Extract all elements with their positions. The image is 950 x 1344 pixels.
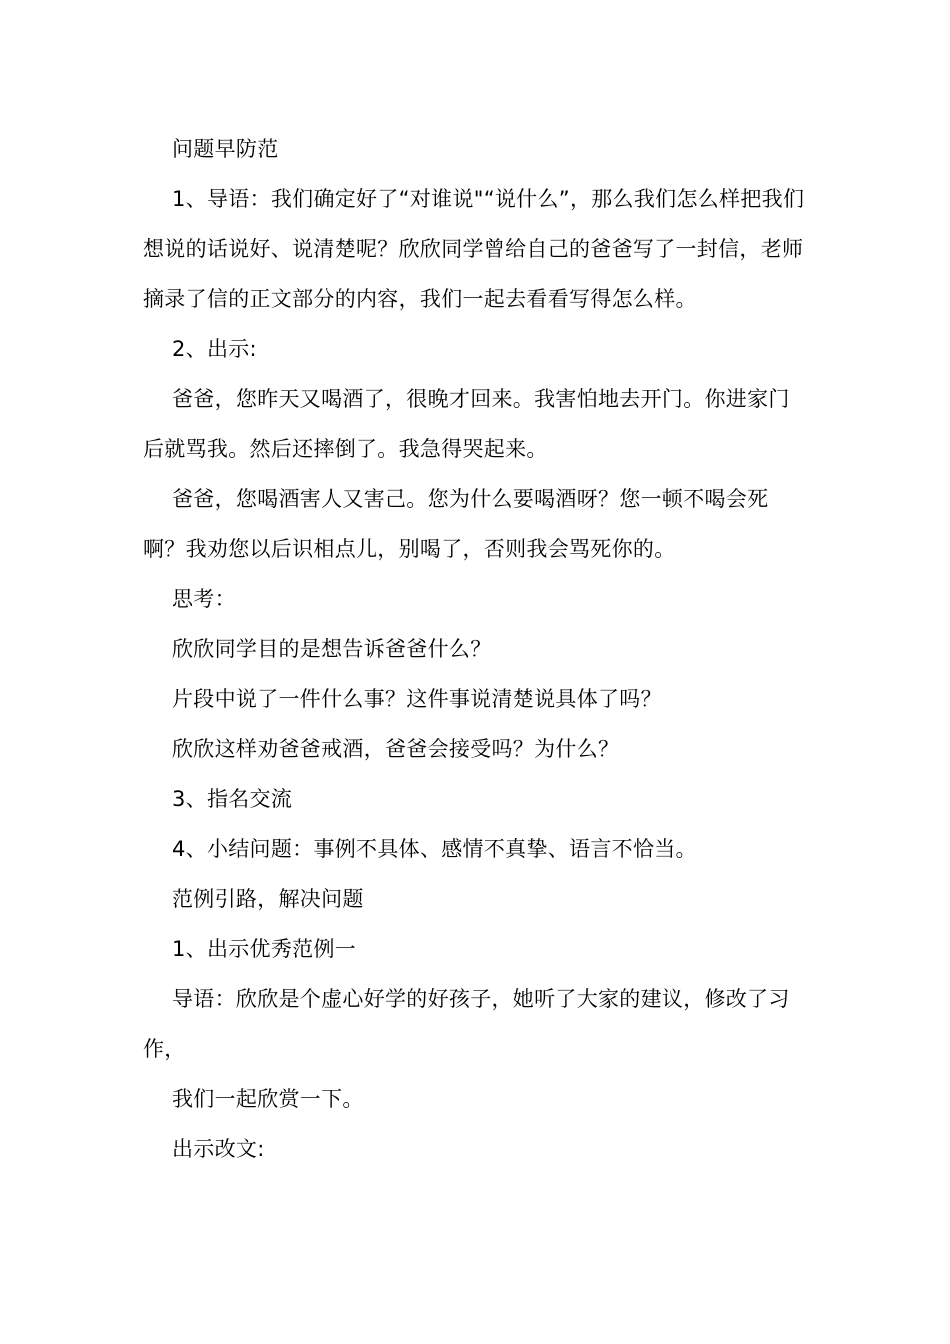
paragraph-introduction-1: 1、导语：我们确定好了“对谁说"“说什么”，那么我们怎么样把我们想说的话说好、说清楚呢？欣欣同学曾给自己的爸爸写了一封信，老师摘录了信的正文部分的内容，我们一起去看看写得怎么样。 [143, 187, 805, 311]
step-1-show-example: 1、出示优秀范例一 [172, 937, 357, 961]
paragraph-show-2: 2、出示: [172, 337, 257, 361]
thinking-label: 思考： [172, 587, 236, 611]
section-heading-example-guidance: 范例引路，解决问题 [172, 887, 364, 911]
section-heading-problem-prevention: 问题早防范 [172, 137, 279, 161]
question-3: 欣欣这样劝爸爸戒酒，爸爸会接受吗？为什么？ [172, 737, 620, 761]
question-2: 片段中说了一件什么事？这件事说清楚说具体了吗？ [172, 687, 662, 711]
letter-paragraph-2: 爸爸，您喝酒害人又害己。您为什么要喝酒呀？您一顿不喝会死啊？我劝您以后识相点儿，别喝了，否则我会骂死你的。 [143, 487, 769, 561]
step-3-exchange: 3、指名交流 [172, 787, 293, 811]
step-4-summary: 4、小结问题：事例不具体、感情不真挚、语言不恰当。 [172, 837, 697, 861]
letter-paragraph-1: 爸爸，您昨天又喝酒了，很晚才回来。我害怕地去开门。你进家门后就骂我。然后还摔倒了。我急得哭起来。 [143, 387, 790, 461]
paragraph-show-revision: 出示改文: [172, 1137, 265, 1161]
question-1: 欣欣同学目的是想告诉爸爸什么？ [172, 637, 492, 661]
document-body [143, 124, 808, 1174]
paragraph-appreciate: 我们一起欣赏一下。 [172, 1087, 364, 1111]
paragraph-introduction-2: 导语：欣欣是个虚心好学的好孩子，她听了大家的建议，修改了习作， [143, 987, 790, 1061]
